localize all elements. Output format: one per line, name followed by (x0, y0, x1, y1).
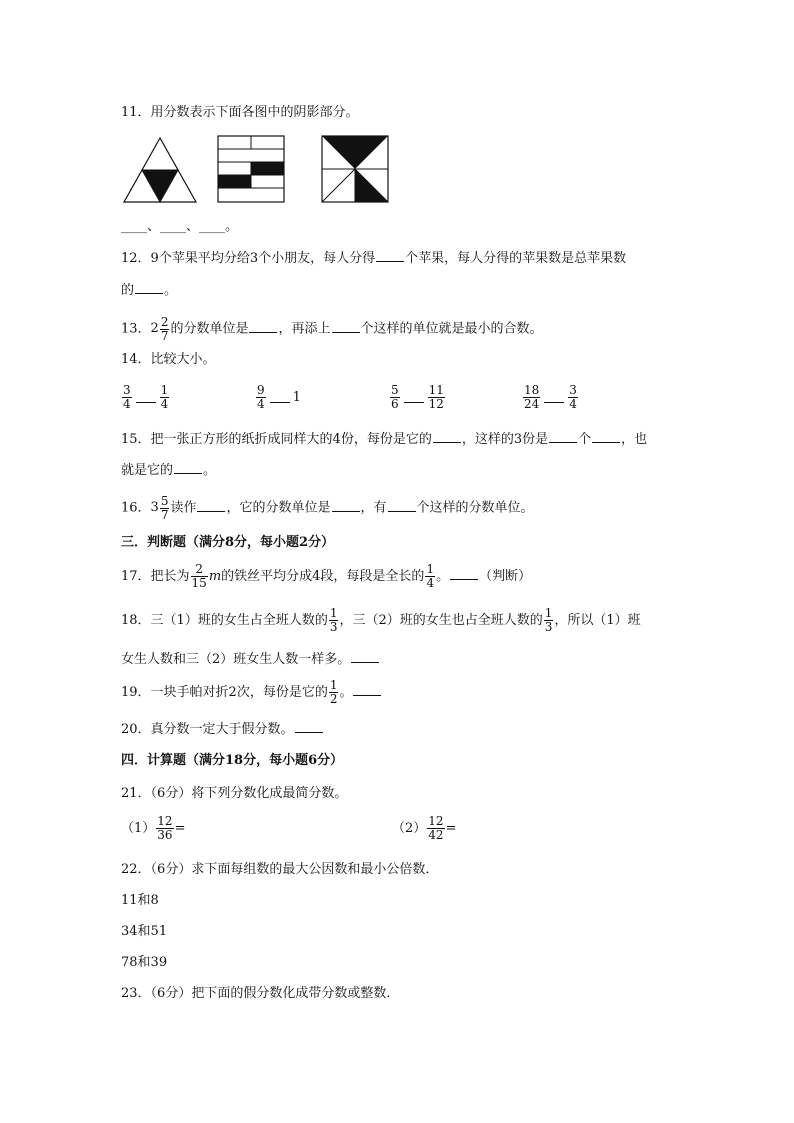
answer-blank[interactable] (450, 567, 478, 580)
question-19: 19．一块手帕对折2次，每份是它的 $\frac{1}{2}$ 。 (121, 678, 382, 708)
answer-blank[interactable] (592, 430, 620, 443)
question-11-answer: ____、____、____。 (121, 219, 239, 234)
answer-blank[interactable] (388, 499, 416, 512)
compare-pair-1: $\frac{3}{4}$ $\frac{1}{4}$ (123, 383, 169, 411)
section-3-heading: 三．判断题（满分8分，每小题2分） (121, 535, 335, 550)
answer-blank[interactable] (270, 392, 290, 403)
square-figure (321, 135, 389, 203)
question-12-line2: 的 。 (121, 283, 178, 298)
question-21-part-2: （2） $\frac{12}{42}$ = (392, 814, 457, 842)
question-21: 21．（6分）将下列分数化成最简分数。 (121, 786, 348, 801)
answer-blank[interactable] (295, 720, 323, 733)
list-item: 34和51 (121, 924, 168, 939)
fraction: $\frac{2}{7}$ (160, 314, 169, 343)
section-4-heading: 四．计算题（满分18分，每小题6分） (121, 753, 344, 768)
answer-blank[interactable] (197, 499, 225, 512)
rectangle-grid-figure (217, 135, 285, 203)
compare-pair-3: $\frac{5}{6}$ $\frac{11}{12}$ (391, 383, 444, 411)
answer-blank[interactable] (376, 249, 404, 262)
compare-pair-4: $\frac{18}{24}$ $\frac{3}{4}$ (524, 383, 577, 411)
question-16: 16．3 $\frac{5}{7}$ 读作 ，它的分数单位是 ，有 个这样的分数单位。 (121, 493, 534, 522)
list-item: 78和39 (121, 955, 168, 970)
question-22: 22．（6分）求下面每组数的最大公因数和最小公倍数． (121, 862, 439, 877)
question-14: 14．比较大小。 (121, 352, 216, 367)
question-18-line2: 女生人数和三（2）班女生人数一样多。 (121, 650, 380, 669)
answer-blank[interactable] (549, 430, 577, 443)
answer-blank[interactable] (332, 499, 360, 512)
answer-blank[interactable] (404, 392, 424, 403)
compare-pair-2: $\frac{9}{4}$ 1 (257, 383, 301, 411)
answer-blank[interactable] (433, 430, 461, 443)
question-21-part-1: （1） $\frac{12}{36}$ = (121, 814, 186, 842)
question-11: 11．用分数表示下面各图中的阴影部分。 (121, 105, 359, 120)
fraction: $\frac{5}{7}$ (160, 493, 169, 522)
answer-blank[interactable] (332, 320, 360, 333)
question-17: 17．把长为 $\frac{2}{15}$ m的铁丝平均分成4段，每段是全长的 $\frac{1}{4}$ 。 （判断） (121, 562, 532, 590)
question-15: 15．把一张正方形的纸折成同样大的4份，每份是它的 ，这样的3份是 个 ，也 (121, 432, 648, 447)
question-20: 20．真分数一定大于假分数。 (121, 720, 324, 739)
answer-blank[interactable] (353, 683, 381, 696)
answer-blank[interactable] (351, 650, 379, 663)
question-23: 23．（6分）把下面的假分数化成带分数或整数． (121, 986, 400, 1001)
answer-blank[interactable] (136, 392, 156, 403)
question-18: 18．三（1）班的女生占全班人数的 $\frac{1}{3}$ ，三（2）班的女生也占全班人数的 $\frac{1}{3}$ ，所以（1）班 (121, 606, 641, 634)
answer-blank[interactable] (249, 320, 277, 333)
question-13: 13．2 $\frac{2}{7}$ 的分数单位是 ，再添上 个这样的单位就是最小的合数。 (121, 314, 543, 343)
answer-blank[interactable] (135, 281, 163, 294)
question-15-line2: 就是它的 。 (121, 463, 217, 478)
answer-blank[interactable] (544, 392, 564, 403)
answer-blank[interactable] (174, 461, 202, 474)
list-item: 11和8 (121, 893, 159, 908)
question-12: 12．9个苹果平均分给3个小朋友，每人分得 个苹果，每人分得的苹果数是总苹果数 (121, 251, 627, 266)
triangle-figure (122, 136, 198, 204)
